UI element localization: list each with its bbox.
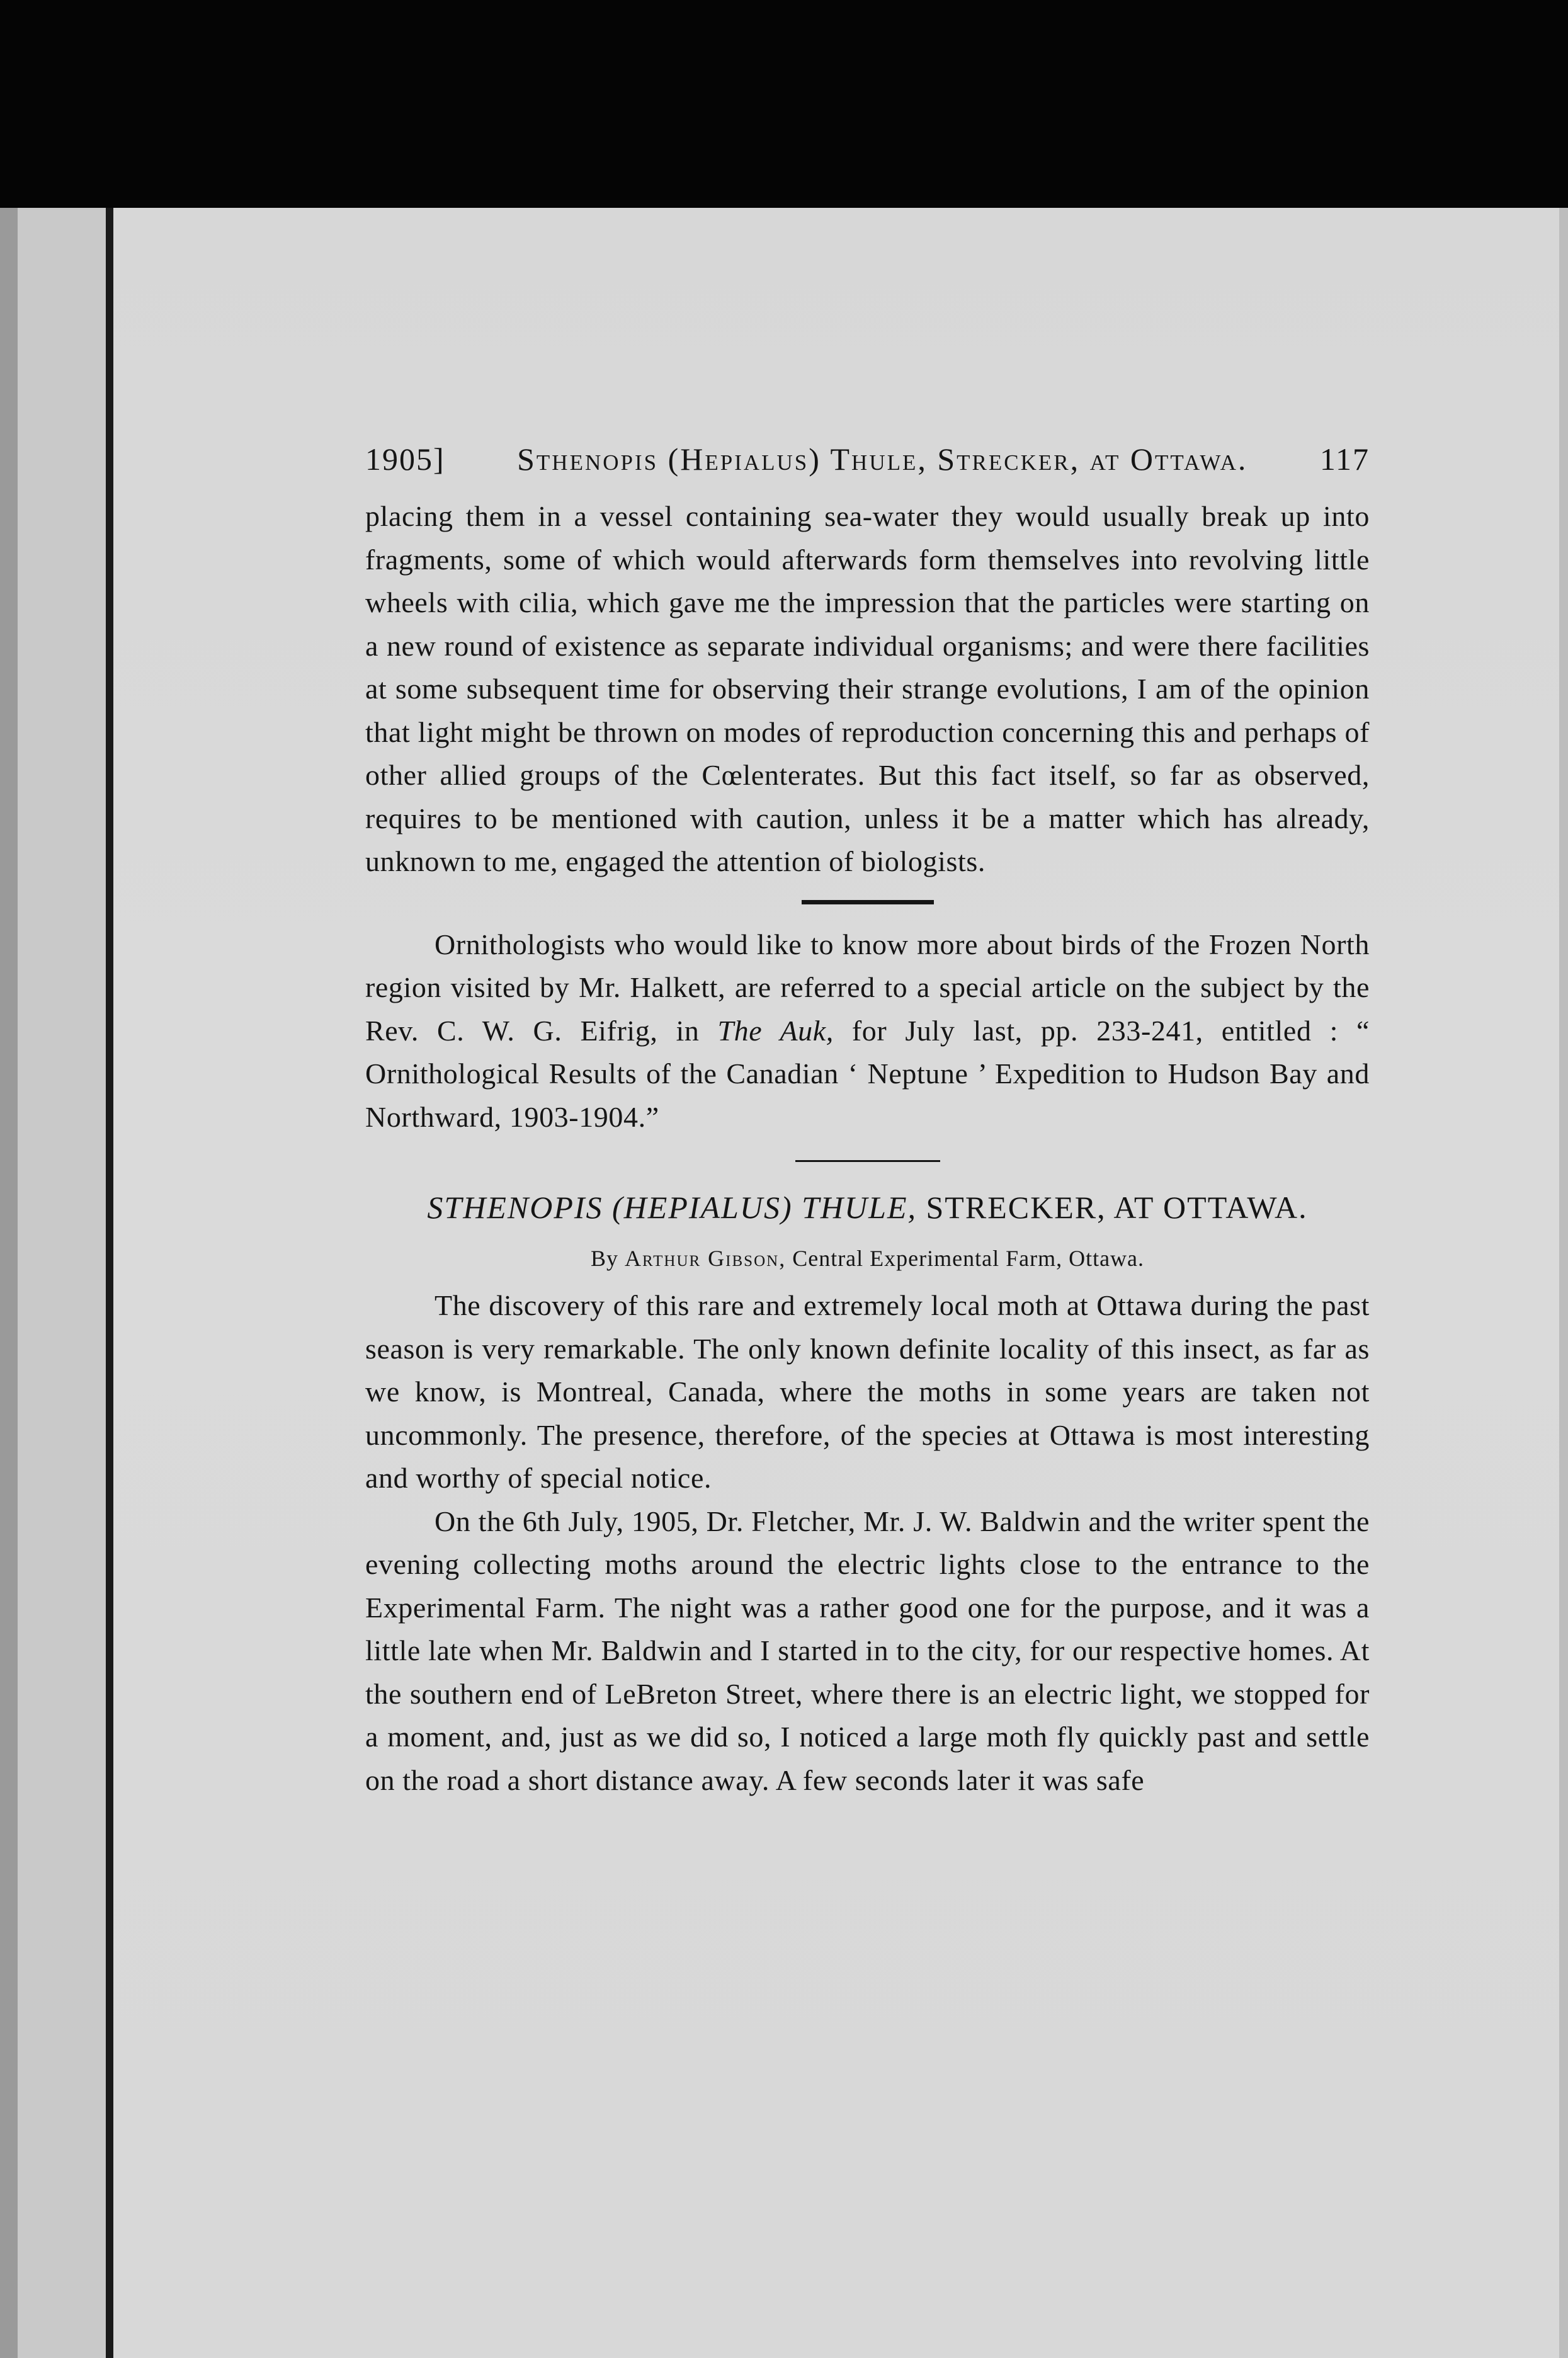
- binding-shadow: [0, 208, 18, 2358]
- article-byline: [365, 1245, 1370, 1272]
- byline-by: By: [590, 1246, 625, 1271]
- section-divider-thin: [795, 1160, 940, 1162]
- ornithology-note-paragraph: [365, 923, 1370, 1139]
- running-head: [365, 441, 1370, 477]
- byline-affiliation: Central Experimental Farm, Ottawa.: [786, 1246, 1145, 1271]
- article-paragraph-1: The discovery of this rare and extremely local moth at Ottawa during the past season is very remarkable. The only known definite locality of this insect, as far as we know, is Montreal, Canada, where the moths in some years are taken not uncommonly. The presence, therefore, of the species at Ottawa is most interesting and worthy of special notice.: [365, 1289, 1370, 1494]
- page-content: [365, 441, 1370, 1802]
- article-paragraph-2: On the 6th July, 1905, Dr. Fletcher, Mr. J. W. Baldwin and the writer spent the evening collecting moths around the electric lights close to the entrance to the Experimental Farm. The night was a rather good one for the purpose, and it was a little late when Mr. Baldwin and I started in to the city, for our respective homes. At the southern end of LeBreton Street, where there is an electric light, we stopped for a moment, and, just as we did so, I noticed a large moth fly quickly past and settle on the road a short distance away. A few seconds later it was safe: [365, 1505, 1370, 1796]
- note-text-after: for July last, pp. 233-241, entitled : “ Ornithological Results of the Canadian ‘ Neptune ’ Expedition to Hudson Bay and Northward, 1903-1904.”: [365, 1014, 1370, 1133]
- article-title: [365, 1186, 1370, 1229]
- byline-author: Arthur Gibson,: [624, 1246, 787, 1271]
- continued-paragraph: placing them in a vessel containing sea-water they would usually break up into fragments, some of which would afterwards form themselves into revolving little wheels with cilia, which gave me the impression that the particles were starting on a new round of existence as separate individual organisms; and were there facilities at some subsequent time for observing their strange evolutions, I am of the opinion that light might be thrown on modes of reproduction concerning this and perhaps of other allied groups of the Cœlenterates. But this fact itself, so far as observed, requires to be mentioned with caution, unless it be a matter which has already, unknown to me, engaged the attention of biologists.: [365, 500, 1370, 877]
- journal-title: The Auk,: [717, 1014, 834, 1047]
- article-title-species: STHENOPIS (HEPIALUS) THULE,: [427, 1190, 917, 1225]
- section-divider-thick: [802, 900, 934, 904]
- page-number: 117: [1319, 441, 1370, 477]
- note-text-before: Ornithologists who would like to know more about birds of the Frozen North region visited by Mr. Halkett, are referred to a special article on the subject by the Rev. C. W. G. Eifrig, in: [365, 928, 1370, 1047]
- running-head-year: 1905]: [365, 441, 445, 477]
- article-title-rest: STRECKER, AT OTTAWA.: [917, 1190, 1308, 1225]
- page-right-edge: [1559, 208, 1568, 2358]
- running-head-title: Sthenopis (Hepialus) Thule, Strecker, at Ottawa.: [517, 441, 1248, 477]
